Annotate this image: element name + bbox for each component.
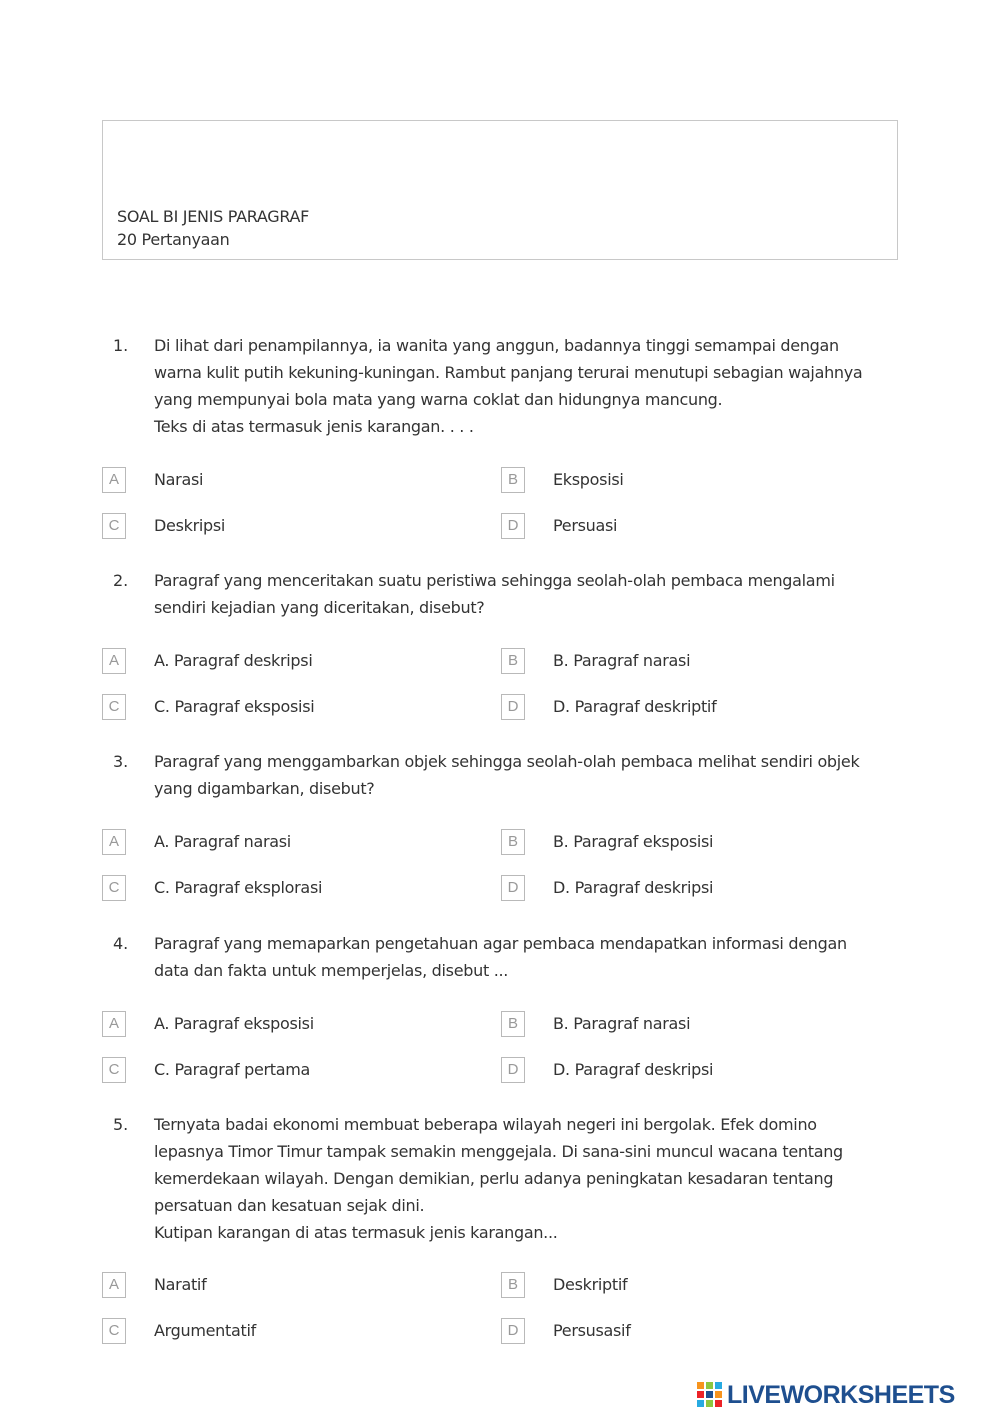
option-text: Naratif (154, 1275, 207, 1294)
question-text (154, 332, 899, 440)
option-text: D. Paragraf deskriptif (553, 697, 717, 716)
question-text (154, 930, 899, 984)
option-letter-box[interactable]: A (102, 467, 126, 493)
question-count: 20 Pertanyaan (117, 230, 230, 249)
question-text (154, 567, 899, 621)
question-line: kemerdekaan wilayah. Dengan demikian, perlu adanya peningkatan kesadaran tentang (154, 1169, 834, 1188)
option-letter-box[interactable]: B (501, 648, 525, 674)
option-letter-box[interactable]: B (501, 467, 525, 493)
liveworksheets-logo-icon (697, 1382, 723, 1408)
question-line: persatuan dan kesatuan sejak dini. (154, 1196, 425, 1215)
question-line: Paragraf yang menggambarkan objek sehingga seolah-olah pembaca melihat sendiri objek (154, 752, 860, 771)
question-line: Kutipan karangan di atas termasuk jenis karangan... (154, 1223, 558, 1242)
option-text: A. Paragraf deskripsi (154, 651, 313, 670)
question-number: 3. (113, 752, 129, 771)
liveworksheets-logo (697, 1380, 997, 1410)
option-letter-box[interactable]: C (102, 694, 126, 720)
question-line: Teks di atas termasuk jenis karangan. . . . (154, 417, 474, 436)
option-letter-box[interactable]: B (501, 1272, 525, 1298)
question-text (154, 748, 899, 802)
option-letter-box[interactable]: A (102, 1272, 126, 1298)
option-letter-box[interactable]: A (102, 1011, 126, 1037)
option-letter-box[interactable]: B (501, 829, 525, 855)
question-line: warna kulit putih kekuning-kuningan. Rambut panjang terurai menutupi sebagian wajahnya (154, 363, 863, 382)
option-text: Argumentatif (154, 1321, 256, 1340)
option-letter-box[interactable]: C (102, 1057, 126, 1083)
question-line: Di lihat dari penampilannya, ia wanita yang anggun, badannya tinggi semampai dengan (154, 336, 839, 355)
option-letter-box[interactable]: D (501, 694, 525, 720)
logo-text: LIVEWORKSHEETS (727, 1381, 955, 1409)
option-letter-box[interactable]: C (102, 1318, 126, 1344)
question-number: 5. (113, 1115, 129, 1134)
question-line: yang mempunyai bola mata yang warna coklat dan hidungnya mancung. (154, 390, 723, 409)
option-text: A. Paragraf narasi (154, 832, 291, 851)
question-number: 1. (113, 336, 129, 355)
question-line: lepasnya Timor Timur tampak semakin menggejala. Di sana-sini muncul wacana tentang (154, 1142, 843, 1161)
option-text: C. Paragraf eksplorasi (154, 878, 323, 897)
option-text: B. Paragraf narasi (553, 1014, 691, 1033)
option-text: Deskripsi (154, 516, 226, 535)
option-text: Eksposisi (553, 470, 624, 489)
question-line: data dan fakta untuk memperjelas, disebut ... (154, 961, 509, 980)
option-text: D. Paragraf deskripsi (553, 1060, 714, 1079)
option-text: Deskriptif (553, 1275, 628, 1294)
option-letter-box[interactable]: D (501, 1318, 525, 1344)
option-text: C. Paragraf pertama (154, 1060, 311, 1079)
option-letter-box[interactable]: B (501, 1011, 525, 1037)
option-letter-box[interactable]: D (501, 875, 525, 901)
option-text: A. Paragraf eksposisi (154, 1014, 314, 1033)
option-letter-box[interactable]: D (501, 513, 525, 539)
option-letter-box[interactable]: C (102, 875, 126, 901)
question-line: Ternyata badai ekonomi membuat beberapa wilayah negeri ini bergolak. Efek domino (154, 1115, 817, 1134)
question-text (154, 1111, 899, 1246)
question-line: Paragraf yang memaparkan pengetahuan agar pembaca mendapatkan informasi dengan (154, 934, 847, 953)
option-letter-box[interactable]: C (102, 513, 126, 539)
option-text: B. Paragraf eksposisi (553, 832, 714, 851)
question-line: yang digambarkan, disebut? (154, 779, 375, 798)
worksheet-title: SOAL BI JENIS PARAGRAF (117, 207, 310, 226)
worksheet-header (102, 120, 898, 260)
question-number: 4. (113, 934, 129, 953)
option-letter-box[interactable]: A (102, 829, 126, 855)
question-line: Paragraf yang menceritakan suatu peristiwa sehingga seolah-olah pembaca mengalami (154, 571, 835, 590)
option-text: Persuasi (553, 516, 618, 535)
option-text: D. Paragraf deskripsi (553, 878, 714, 897)
option-text: Persusasif (553, 1321, 631, 1340)
question-number: 2. (113, 571, 129, 590)
option-text: B. Paragraf narasi (553, 651, 691, 670)
option-letter-box[interactable]: D (501, 1057, 525, 1083)
option-text: Narasi (154, 470, 204, 489)
question-line: sendiri kejadian yang diceritakan, disebut? (154, 598, 485, 617)
option-text: C. Paragraf eksposisi (154, 697, 315, 716)
option-letter-box[interactable]: A (102, 648, 126, 674)
